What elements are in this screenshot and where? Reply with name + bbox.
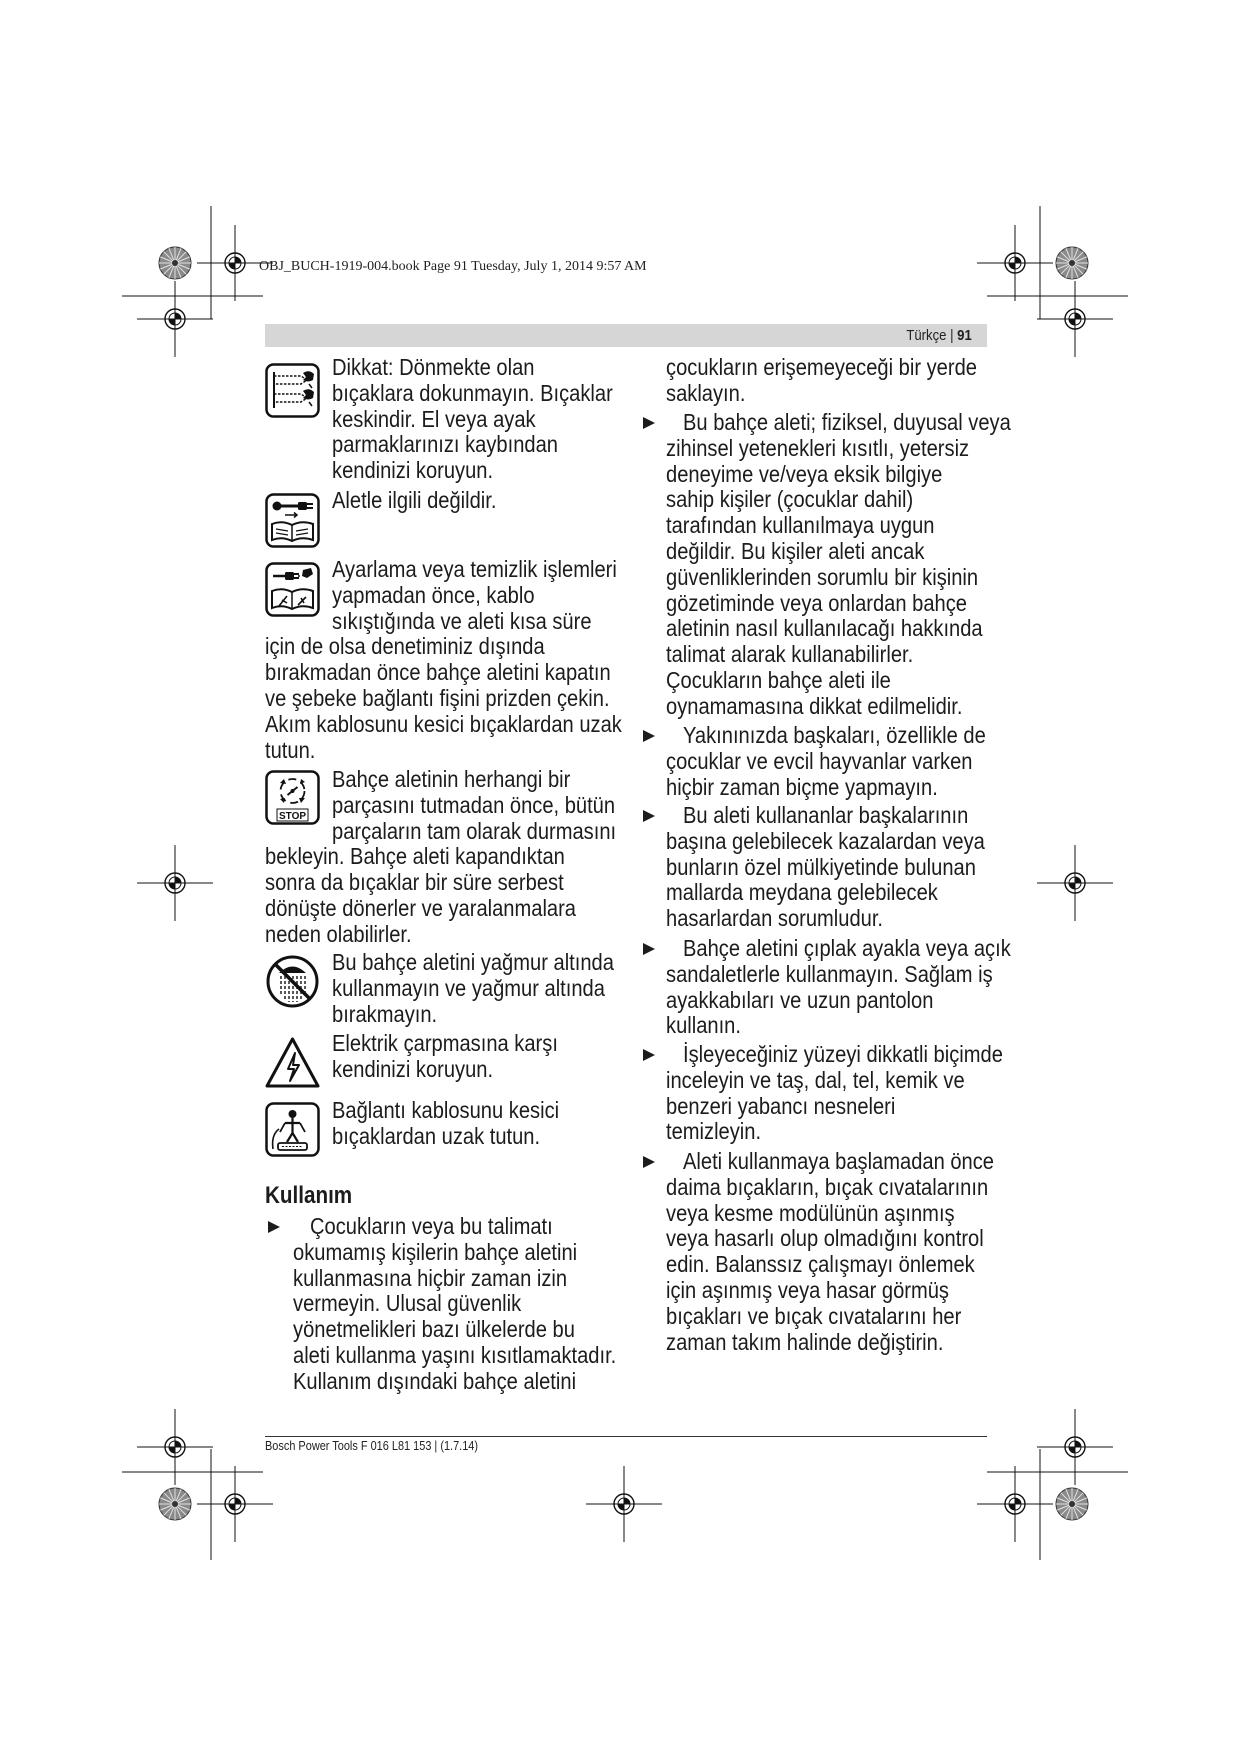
text-line: kullanmayın ve yağmur altında — [332, 974, 605, 1001]
section-heading — [265, 1182, 366, 1210]
bullet-triangle-icon — [643, 417, 655, 429]
text-line: Çocukların bahçe aleti ile — [666, 666, 891, 693]
section-title: Kullanım — [265, 1182, 353, 1209]
bullet-item — [666, 936, 1058, 1039]
bullet-item — [666, 723, 1029, 800]
registration-mark — [1037, 1409, 1113, 1485]
bullet-triangle-icon — [643, 810, 655, 822]
text-line: Dikkat: Dönmekte olan — [332, 354, 535, 380]
text-line: ve şebeke bağlantı fişini prizden çekin. — [265, 684, 610, 711]
note-cable-away — [265, 1098, 592, 1150]
text-line: ayakkabıları ve uzun pantolon — [666, 986, 934, 1013]
text-line: Bu bahçe aleti; fiziksel, duyusal veya — [683, 409, 1011, 435]
bullet-triangle-icon — [268, 1221, 280, 1233]
text-line: sandaletlerle kullanmayın. Sağlam iş — [666, 960, 993, 987]
text-line: talimat alarak kullanabilirler. — [666, 641, 914, 668]
text-line: Yakınınızda başkaları, özellikle de — [683, 722, 986, 748]
text-line: Kullanım dışındaki bahçe aletini — [293, 1367, 577, 1394]
text-line: tutun. — [265, 736, 316, 763]
text-line: kendinizi koruyun. — [332, 457, 494, 484]
page-number: 91 — [957, 327, 972, 344]
text-line: yönetmelikleri bazı ülkelerde bu — [293, 1316, 575, 1343]
text-line: kullanmasına hiçbir zaman izin — [293, 1264, 568, 1291]
footer-rule — [265, 1436, 987, 1437]
text-line: bekleyin. Bahçe aleti kapandıktan — [265, 843, 565, 870]
text-line: sıkıştığında ve aleti kısa süre — [332, 607, 592, 634]
text-line: aletinin nasıl kullanılacağı hakkında — [666, 615, 983, 642]
text-line: mallarda meydana gelebilecek — [666, 879, 938, 906]
text-line: veya kesme modülünün aşınmış — [666, 1199, 955, 1226]
text-line: inceleyin ve taş, dal, tel, kemik ve — [666, 1066, 965, 1093]
running-head-separator: | — [950, 327, 954, 344]
text-line: neden olabilirler. — [265, 920, 412, 947]
bullet-triangle-icon — [643, 943, 655, 955]
text-line: bıçakları ve bıçak cıvatalarını her — [666, 1302, 962, 1329]
text-line: zaman takım halinde değiştirin. — [666, 1328, 944, 1355]
text-line: değildir. Bu kişiler aleti ancak — [666, 537, 925, 564]
text-line: Bahçe aletini çıplak ayakla veya açık — [683, 935, 1011, 961]
text-line: parçasını tutmadan önce, bütün — [332, 791, 616, 818]
running-head-language: Türkçe — [906, 327, 947, 344]
text-line: sonra da bıçaklar bir süre serbest — [265, 869, 564, 896]
text-line: hiçbir zaman biçme yapmayın. — [666, 773, 938, 800]
text-line: tarafından kullanılmaya uygun — [666, 512, 935, 539]
text-line: oynamamasına dikkat edilmelidir. — [666, 692, 963, 719]
text-line: Bahçe aletinin herhangi bir — [332, 766, 571, 792]
color-burst-mark — [159, 247, 191, 279]
registration-mark — [1037, 281, 1113, 357]
text-line: zihinsel yetenekleri kısıtlı, yetersiz — [666, 434, 970, 461]
text-line: vermeyin. Ulusal güvenlik — [293, 1290, 522, 1317]
registration-mark — [137, 1409, 213, 1485]
text-line: okumamış kişilerin bahçe aletini — [293, 1238, 578, 1265]
stop-label: STOP — [278, 811, 307, 822]
text-line: bıçaklara dokunmayın. Bıçaklar — [332, 379, 613, 406]
text-line: için de olsa denetiminiz dışında — [265, 633, 545, 660]
text-line: Aletle ilgili değildir. — [332, 487, 497, 513]
print-slug: OBJ_BUCH-1919-004.book Page 91 Tuesday, July 1, 2014 9:57 AM — [259, 259, 647, 274]
bullet-triangle-icon — [643, 1049, 655, 1061]
header-bar — [265, 324, 987, 347]
color-burst-mark — [1056, 1488, 1088, 1520]
text-line: gözetiminde veya onlardan bahçe — [666, 589, 967, 616]
text-line: Aleti kullanmaya başlamadan önce — [683, 1148, 995, 1174]
text-line: bırakmayın. — [332, 1000, 438, 1027]
text-line: keskindir. El veya ayak — [332, 405, 536, 432]
bullet-item — [666, 803, 1030, 932]
text-line: bırakmadan önce bahçe aletini kapatın — [265, 659, 611, 686]
text-line: sahip kişiler (çocuklar dahil) — [666, 486, 914, 513]
text-line: dönüşte dönerler ve yaralanmalara — [265, 894, 577, 921]
text-line: İşleyeceğiniz yüzeyi dikkatli biçimde — [683, 1041, 1003, 1067]
text-line: başına gelebilecek kazalardan veya — [666, 827, 985, 854]
note-electric-shock — [265, 1031, 590, 1083]
text-line: daima bıçakların, bıçak cıvatalarının — [666, 1173, 989, 1200]
text-line: bunların özel mülkiyetinde bulunan — [666, 853, 976, 880]
note-unplug-before-cleaning — [265, 557, 673, 763]
text-line: için aşınmış veya hasar görmüş — [666, 1276, 949, 1303]
bullet-item — [666, 410, 1058, 720]
footer-text: Bosch Power Tools F 016 L81 153 | (1.7.14) — [265, 1439, 479, 1453]
note-not-applicable — [265, 488, 520, 514]
registration-mark — [977, 1466, 1053, 1542]
text-line: Elektrik çarpmasına karşı — [332, 1030, 558, 1056]
bullet-triangle-icon — [643, 730, 655, 742]
text-line: kendinizi koruyun. — [332, 1055, 494, 1082]
text-line: Bu bahçe aletini yağmur altında — [332, 949, 614, 975]
bullet-item — [666, 1149, 1038, 1355]
text-line: güvenliklerinden sorumlu bir kişinin — [666, 563, 979, 590]
continued-paragraph — [666, 355, 1021, 407]
color-burst-mark — [159, 1488, 191, 1520]
registration-mark — [1037, 845, 1113, 921]
text-line: Bu aleti kullananlar başkalarının — [683, 802, 969, 828]
note-no-rain — [265, 950, 654, 1027]
registration-mark — [137, 845, 213, 921]
text-line: Akım kablosunu kesici bıçaklardan uzak — [265, 710, 622, 737]
bullet-triangle-icon — [643, 1156, 655, 1168]
text-line: edin. Balanssız çalışmayı önlemek — [666, 1251, 975, 1278]
bullet-item — [666, 1042, 1049, 1145]
text-line: yapmadan önce, kablo — [332, 581, 535, 608]
bullet-item — [293, 1214, 662, 1395]
note-wait-for-stop — [265, 767, 657, 948]
text-line: parçaların tam olarak durmasını — [332, 817, 617, 844]
text-line: deneyime ve/veya eksik bilgiye — [666, 460, 943, 487]
text-line: Ayarlama veya temizlik işlemleri — [332, 556, 617, 582]
registration-mark — [197, 1466, 273, 1542]
text-line: Çocukların veya bu talimatı — [310, 1213, 553, 1239]
text-line: parmaklarınızı kaybından — [332, 431, 558, 458]
text-line: saklayın. — [666, 379, 746, 406]
text-line: çocukların erişemeyeceği bir yerde — [666, 354, 977, 380]
registration-mark — [586, 1466, 662, 1542]
registration-mark — [977, 225, 1053, 301]
text-line: aleti kullanma yaşını kısıtlamaktadır. — [293, 1341, 617, 1368]
registration-mark — [137, 281, 213, 357]
running-head — [907, 324, 972, 347]
text-line: hasarlardan sorumludur. — [666, 905, 884, 932]
text-line: benzeri yabancı nesneleri — [666, 1092, 896, 1119]
text-line: çocuklar ve evcil hayvanlar varken — [666, 747, 973, 774]
note-blade-contact — [265, 355, 653, 484]
text-line: bıçaklardan uzak tutun. — [332, 1122, 541, 1149]
text-line: temizleyin. — [666, 1118, 762, 1145]
text-line: Bağlantı kablosunu kesici — [332, 1097, 560, 1123]
color-burst-mark — [1056, 247, 1088, 279]
text-line: veya hasarlı olup olmadığını kontrol — [666, 1225, 984, 1252]
text-line: kullanın. — [666, 1012, 741, 1039]
